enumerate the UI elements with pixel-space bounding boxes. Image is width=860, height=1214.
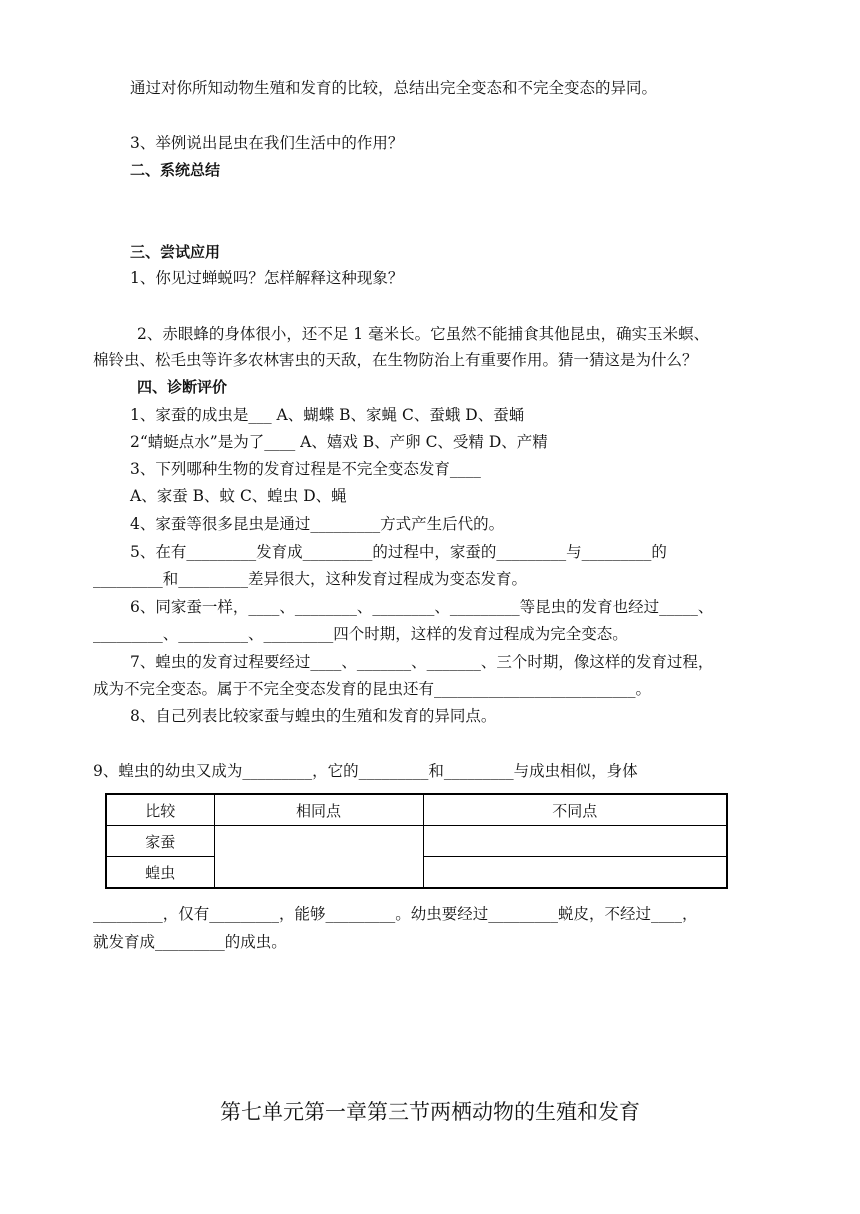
eval-line-13: 9、蝗虫的幼虫又成为_________，它的_________和_________与成虫相似，身体 bbox=[93, 762, 638, 780]
eval-line-14: _________，仅有_________，能够_________。幼虫要经过_________蜕皮，不经过____， bbox=[93, 905, 698, 923]
eval-line-10: 7、蝗虫的发育过程要经过____、_______、_______、三个时期，像这样的发育过程， bbox=[130, 653, 714, 671]
eval-line-1: 1、家蚕的成虫是___ A、蝴蝶 B、家蝇 C、蚕蛾 D、蚕蛹 bbox=[130, 406, 525, 424]
next-section-title: 第七单元第一章第三节两栖动物的生殖和发育 bbox=[220, 1100, 640, 1124]
eval-line-12: 8、自己列表比较家蚕与蝗虫的生殖和发育的异同点。 bbox=[130, 707, 497, 725]
table-header-row bbox=[106, 794, 727, 826]
table-header-cell: 比较 bbox=[106, 794, 214, 826]
table-cell-diff bbox=[423, 826, 727, 857]
eval-line-11: 成为不完全变态。属于不完全变态发育的昆虫还有__________________________。 bbox=[93, 680, 652, 698]
apply-question-2-line-2: 棉铃虫、松毛虫等许多农林害虫的天敌，在生物防治上有重要作用。猜一猜这是为什么？ bbox=[93, 351, 698, 369]
eval-line-2: 2“蜻蜓点水”是为了____ A、嬉戏 B、产卵 C、受精 D、产精 bbox=[130, 433, 548, 451]
question-3: 3、举例说出昆虫在我们生活中的作用？ bbox=[130, 134, 404, 152]
eval-line-5: 4、家蚕等很多昆虫是通过_________方式产生后代的。 bbox=[130, 515, 505, 533]
section-heading-evaluation: 四、诊断评价 bbox=[137, 378, 228, 396]
table-row-label: 家蚕 bbox=[106, 826, 214, 857]
apply-question-1: 1、你见过蝉蜕吗？怎样解释这种现象？ bbox=[130, 269, 404, 287]
table-header-cell: 相同点 bbox=[214, 794, 423, 826]
eval-line-9: _________、_________、_________四个时期，这样的发育过程成为完全变态。 bbox=[93, 625, 628, 643]
table-header-cell: 不同点 bbox=[423, 794, 727, 826]
eval-line-3: 3、下列哪种生物的发育过程是不完全变态发育____ bbox=[130, 460, 481, 478]
table-cell-diff bbox=[423, 857, 727, 889]
section-heading-apply: 三、尝试应用 bbox=[130, 243, 221, 261]
table-cell-same bbox=[214, 826, 423, 889]
comparison-table bbox=[105, 793, 728, 889]
section-heading-summary: 二、系统总结 bbox=[130, 161, 221, 179]
eval-line-6: 5、在有_________发育成_________的过程中，家蚕的_________与_________的 bbox=[130, 543, 667, 561]
apply-question-2-line-1: 2、赤眼蜂的身体很小，还不足 1 毫米长。它虽然不能捕食其他昆虫，确实玉米螟、 bbox=[137, 325, 710, 343]
table-row bbox=[106, 826, 727, 857]
eval-line-15: 就发育成_________的成虫。 bbox=[93, 933, 287, 951]
intro-line: 通过对你所知动物生殖和发育的比较，总结出完全变态和不完全变态的异同。 bbox=[130, 79, 658, 97]
eval-line-4: A、家蚕 B、蚊 C、蝗虫 D、蝇 bbox=[130, 487, 347, 505]
eval-line-7: _________和_________差异很大，这种发育过程成为变态发育。 bbox=[93, 570, 528, 588]
eval-line-8: 6、同家蚕一样，____、________、________、_________等昆虫的发育也经过_____、 bbox=[130, 598, 714, 616]
table-row-label: 蝗虫 bbox=[106, 857, 214, 889]
